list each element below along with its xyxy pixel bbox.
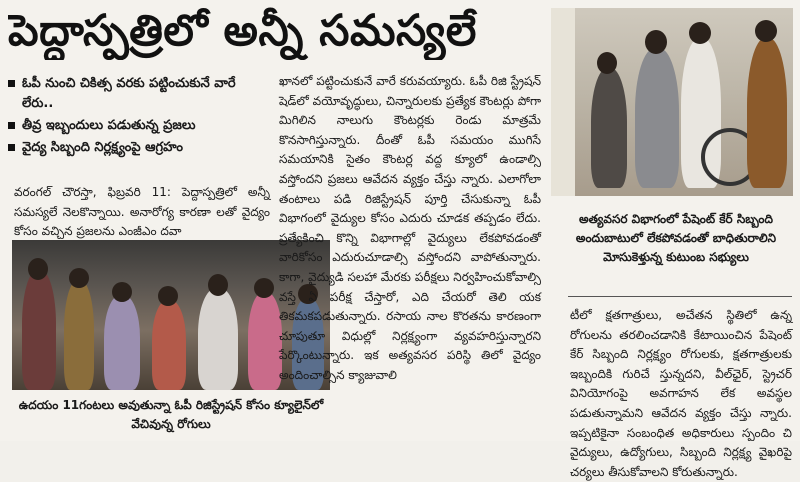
bullet-list <box>6 74 268 160</box>
bullet-item <box>6 74 268 114</box>
bullet-square-icon <box>8 122 15 129</box>
photo-caption-right: అత్యవసర విభాగంలో పేషెంట్ కేర్ సిబ్బంది అందుబాటులో లేకపోవడంతో బాధితురాలిని మోసుకెళ్తున్న కుటుంబ సభ్యులు <box>575 212 777 264</box>
person-figure <box>64 280 94 390</box>
emergency-ward-photo <box>551 8 793 196</box>
article-column-middle <box>279 72 541 386</box>
person-head <box>689 22 711 44</box>
person-figure <box>198 288 238 390</box>
person-head <box>69 268 89 288</box>
person-figure <box>152 300 186 390</box>
bullet-square-icon <box>8 144 15 151</box>
pillar <box>551 8 575 196</box>
person-head <box>254 278 274 298</box>
person-head <box>597 52 617 74</box>
bullet-text: వైద్య సిబ్బంది నిర్లక్ష్యంపై ఆగ్రహం <box>22 140 183 155</box>
bullet-text: ఓపీ నుంచి చికిత్స వరకు పట్టించుకునే వారే లేరు.. <box>22 76 236 111</box>
person-figure <box>22 270 56 390</box>
article-text: ఖానలో పట్టించుకునే వారే కరువయ్యారు. ఓపీ రిజి స్ట్రేషన్ షెడ్‌లో వయోవృద్ధులు, చిన్నారులకు ప్రత్యేక కౌంటర్లు పోగా మిగిలిన నాలుగు కౌంటర్లకు రెండు మాత్రమే కొనసాగిస్తున్నారు. దీంతో ఓపీ సమయం ముగిసే సమయానికి సైతం కౌంటర్ల వద్ద క్యూలో ఉండాల్సి వస్తోందని ప్రజలు ఆవేదన వ్యక్తం చేస్తు న్నారు. ఎలాగోలా తంటాలు పడి రిజిస్ట్రేషన్ పూర్తి చేసుకున్నా ఓపీ విభాగంలో వైద్యుల కోసం ఎదురు చూడక తప్పడం లేదు. ప్రత్యేకించి కొన్ని విభాగాల్లో వైద్యులు లేకపోవడంతో వారికోసం ఎదురుచూడాల్సి వస్తోందని వాపోతున్నారు. కాగా, వైద్యుడి సలహా మేరకు పరీక్షలు నిర్వహించుకోవాల్సి వస్తే ఏ పరీక్ష చేస్తారో, ఎది చేయరో తెలి యక తికమకపడుతున్నారు. రసాయ నాల కొరతను కారణంగా చూపుతూ విధుల్లో నిర్లక్ష్యంగా వ్యవహరిస్తున్నారని పేర్కొంటున్నారు. ఇక అత్యవసర పరిస్థి తిలో వైద్యం అందించాల్సిన క్యాజువాలి <box>279 74 541 382</box>
person-head <box>208 274 228 296</box>
bullet-item <box>6 116 268 136</box>
article-text: టీలో క్షతగాత్రులు, అచేతన స్థితిలో ఉన్న రోగులను తరలించడానికి కేటాయించిన పేషెంట్ కేర్ సిబ్బంది నిర్లక్ష్యం రోగులకు, క్షతగాత్రులకు ఇబ్బందికి గురిచే స్తున్నదని, వీల్‌ఛైర్, స్ట్రెచర్ వినియోగంపై అవగాహన లేక అవస్థల పడుతున్నామని ఆవేదన వ్యక్తం చేస్తు న్నారు. ఇప్పటికైనా సంబంధిత అధికారులు స్పందిం చి వైద్యులు, ఉద్యోగులు, సిబ్బంది నిర్లక్ష్య వైఖరిపై చర్యలు తీసుకోవాలని కోరుతున్నారు. <box>570 308 792 479</box>
bullet-item <box>6 138 268 158</box>
person-head <box>28 258 48 280</box>
person-figure <box>104 295 140 390</box>
person-head <box>112 282 132 302</box>
article-column-right <box>570 306 792 482</box>
person-figure <box>591 68 627 188</box>
person-figure <box>747 38 787 188</box>
column-divider <box>568 296 792 297</box>
headline: పెద్దాస్పత్రిలో అన్నీ సమస్యలే <box>8 6 477 56</box>
person-head <box>158 286 178 306</box>
person-figure <box>635 48 679 188</box>
bullet-text: తీవ్ర ఇబ్బందులు పడుతున్న ప్రజలు <box>22 118 196 133</box>
article-text: వరంగల్ చౌరస్తా, ఫిబ్రవరి 11: పెద్దాస్పత్రిలో అన్నీ సమస్యలే నెలకొన్నాయి. అనారోగ్య కారణా లతో వైద్యం కోసం వచ్చిన ప్రజలను ఎంజీఎం దవా <box>14 185 270 239</box>
photo-caption-left: ఉదయం 11గంటలు అవుతున్నా ఓపీ రిజిస్ట్రేషన్ కోసం క్యూలైన్‌లో వేచివున్న రోగులు <box>18 398 324 431</box>
person-head <box>755 20 777 42</box>
bullet-square-icon <box>8 80 15 87</box>
article-column-left <box>14 183 270 242</box>
person-head <box>645 30 667 54</box>
person-figure <box>248 292 282 390</box>
